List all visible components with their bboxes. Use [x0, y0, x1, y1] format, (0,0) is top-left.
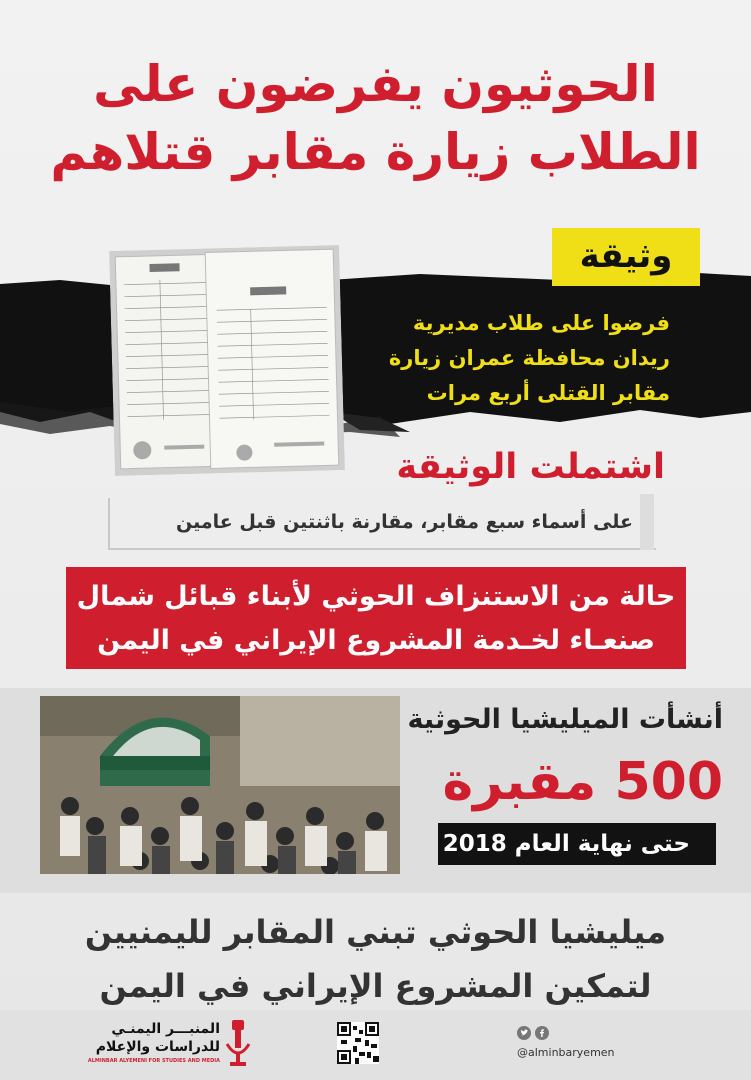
headline-line-2: الطلاب زيارة مقابر قتلاهم: [50, 123, 701, 181]
red-box-line-1: حالة من الاستنزاف الحوثي لأبناء قبائل شمال: [76, 581, 676, 612]
social-handle[interactable]: @alminbaryemen: [517, 1046, 615, 1059]
logo-name: [92, 1020, 220, 1056]
bottom-statement: [60, 905, 691, 1013]
militia-heading: أنشأت الميليشيا الحوثية: [407, 704, 723, 735]
contains-heading: اشتملت الوثيقة: [396, 447, 665, 487]
crowd-photo: [40, 696, 400, 874]
twitter-icon[interactable]: [517, 1026, 531, 1040]
year-label: حتى نهاية العام 2018: [438, 823, 716, 865]
facebook-icon[interactable]: [535, 1026, 549, 1040]
document-text-line-1: فرضوا على طلاب مديرية: [412, 311, 670, 335]
bottom-statement-line-2: لتمكين المشروع الإيراني في اليمن: [99, 967, 652, 1005]
bottom-statement-line-1: ميليشيا الحوثي تبني المقابر لليمنيين: [84, 913, 667, 951]
logo-icon: [225, 1018, 251, 1068]
logo-name-line-2: للدراسات والإعلام: [95, 1039, 220, 1055]
logo-english-name: ALMINBAR ALYEMENI FOR STUDIES AND MEDIA: [87, 1058, 220, 1064]
contains-text: على أسماء سبع مقابر، مقارنة باثنتين قبل عامين: [175, 511, 633, 533]
document-text-line-2: ريدان محافظة عمران زيارة: [388, 346, 670, 370]
document-photo: [109, 245, 345, 476]
headline-line-1: الحوثيون يفرضون على: [93, 55, 658, 113]
red-box-line-2: صنعـاء لخـدمة المشروع الإيراني في اليمن: [97, 625, 655, 656]
social-icons: [517, 1026, 637, 1040]
document-text-line-3: مقابر القتلى أربع مرات: [426, 381, 670, 405]
headline: [40, 50, 711, 186]
cemetery-count: 500 مقبرة: [442, 752, 723, 812]
logo-name-line-1: المنبـــر اليمنـي: [111, 1021, 220, 1037]
contains-frame-accent: [640, 494, 654, 550]
highlight-red-box: [66, 567, 686, 669]
document-label: وثيقة: [552, 228, 700, 286]
qr-code-icon[interactable]: [337, 1022, 379, 1064]
document-description: [340, 306, 670, 411]
